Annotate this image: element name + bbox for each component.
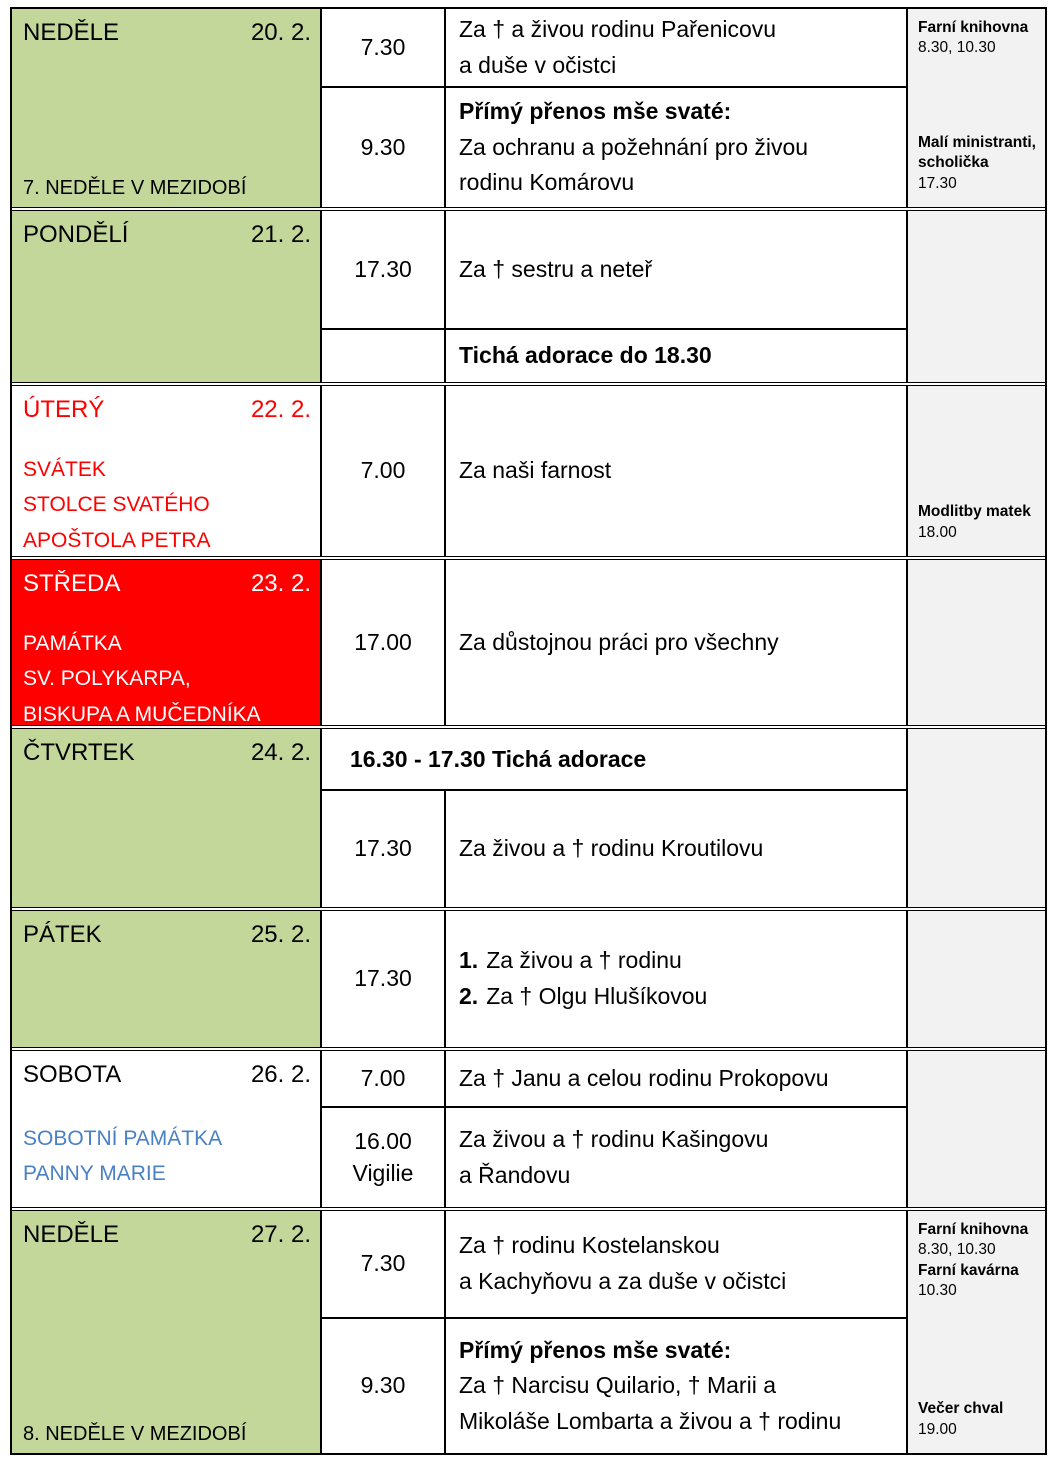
day-date: 23. 2. bbox=[250, 570, 311, 597]
day-date: 25. 2. bbox=[250, 921, 311, 948]
mass-list bbox=[320, 1211, 906, 1453]
mass-time: 9.30 bbox=[360, 133, 406, 160]
notes-cell bbox=[906, 911, 1045, 1047]
intention-line: a duše v očistci bbox=[459, 51, 617, 78]
feast-line: STOLCE SVATÉHO bbox=[23, 493, 210, 517]
adoration-label: 16.30 - 17.30 Tichá adorace bbox=[350, 745, 647, 772]
day-name: SOBOTA bbox=[23, 1061, 122, 1088]
mass-row bbox=[322, 86, 906, 207]
mass-time: 9.30 bbox=[360, 1372, 406, 1399]
day-row-thursday-24-2 bbox=[12, 725, 1045, 907]
mass-list bbox=[320, 729, 906, 907]
mass-intention bbox=[444, 1051, 906, 1106]
day-name: ČTVRTEK bbox=[23, 739, 135, 766]
mass-time: 7.30 bbox=[360, 1250, 406, 1277]
intention-line: Za naši farnost bbox=[459, 457, 612, 484]
mass-time-value: 16.00 bbox=[354, 1128, 412, 1155]
mass-time: 17.00 bbox=[354, 628, 412, 655]
day-name: STŘEDA bbox=[23, 570, 121, 597]
intention-line: Za † Narcisu Quilario, † Marii a bbox=[459, 1372, 776, 1399]
day-head bbox=[23, 920, 311, 950]
note-time: 19.00 bbox=[918, 1420, 957, 1438]
mass-list bbox=[320, 911, 906, 1047]
day-row-monday-21-2 bbox=[12, 207, 1045, 382]
note-title: Farní kavárna bbox=[918, 1261, 1019, 1279]
day-row-saturday-26-2 bbox=[12, 1047, 1045, 1207]
notes-cell bbox=[906, 211, 1045, 382]
day-row-sunday-20-2 bbox=[12, 9, 1045, 207]
intention-line bbox=[459, 943, 896, 979]
mass-intention bbox=[444, 560, 906, 725]
day-name: PÁTEK bbox=[23, 921, 102, 948]
day-head bbox=[23, 1220, 311, 1250]
day-date: 20. 2. bbox=[250, 19, 311, 46]
day-row-sunday-27-2 bbox=[12, 1207, 1045, 1453]
vigil-label: Vigilie bbox=[352, 1159, 414, 1186]
mass-list bbox=[320, 211, 906, 382]
note bbox=[918, 1399, 1039, 1440]
feast-label bbox=[23, 452, 311, 558]
day-row-wednesday-23-2 bbox=[12, 556, 1045, 725]
intention-line: Za živou a † rodinu Kroutilovu bbox=[459, 835, 764, 862]
intention-line: Za živou a † rodinu Kašingovu bbox=[459, 1125, 769, 1152]
notes-cell bbox=[906, 729, 1045, 907]
note-title: Farní knihovna bbox=[918, 19, 1029, 36]
intention-number: 1. bbox=[459, 947, 479, 974]
note-time: 17.30 bbox=[918, 174, 957, 192]
mass-intention bbox=[444, 9, 906, 86]
day-cell bbox=[12, 1051, 320, 1207]
feast-line: SVÁTEK bbox=[23, 458, 106, 481]
mass-time bbox=[322, 1108, 444, 1207]
day-row-tuesday-22-2 bbox=[12, 382, 1045, 556]
mass-time: 17.30 bbox=[354, 965, 412, 992]
liturgical-week-label: 7. NEDĚLE V MEZIDOBÍ bbox=[23, 177, 247, 199]
mass-list bbox=[320, 9, 906, 207]
note bbox=[918, 133, 1039, 194]
mass-intention bbox=[444, 386, 906, 556]
mass-row bbox=[322, 560, 906, 725]
mass-row bbox=[322, 789, 906, 907]
mass-time: 7.00 bbox=[360, 457, 406, 484]
day-date: 26. 2. bbox=[250, 1061, 311, 1088]
mass-list bbox=[320, 560, 906, 725]
intention-line: Mikoláše Lombarta a živou a † rodinu bbox=[459, 1407, 842, 1434]
notes-cell bbox=[906, 1051, 1045, 1207]
feast-line: BISKUPA A MUČEDNÍKA bbox=[23, 702, 261, 726]
mass-row bbox=[322, 1106, 906, 1207]
note-title: Farní knihovna bbox=[918, 1221, 1029, 1238]
mass-intention bbox=[444, 1319, 906, 1453]
live-broadcast-label: Přímý přenos mše svaté: bbox=[459, 1336, 732, 1363]
mass-intention bbox=[444, 1211, 906, 1317]
mass-row bbox=[322, 211, 906, 328]
day-cell bbox=[12, 211, 320, 382]
memorial-line: SOBOTNÍ PAMÁTKA bbox=[23, 1127, 223, 1150]
mass-intention bbox=[444, 88, 906, 207]
day-name: NEDĚLE bbox=[23, 19, 120, 46]
mass-row bbox=[322, 911, 906, 1047]
mass-time: 17.30 bbox=[354, 255, 412, 282]
day-head bbox=[23, 738, 311, 768]
day-date: 21. 2. bbox=[250, 221, 311, 248]
day-head bbox=[23, 220, 311, 250]
mass-row bbox=[322, 9, 906, 86]
intention-line: Za † a živou rodinu Pařenicovu bbox=[459, 15, 777, 42]
note bbox=[918, 502, 1039, 543]
day-date: 27. 2. bbox=[250, 1221, 311, 1248]
note-title: Malí ministranti, scholička bbox=[918, 133, 1036, 172]
intention-line: a Řandovu bbox=[459, 1161, 571, 1188]
intention-text: Za živou a † rodinu bbox=[486, 947, 682, 974]
intention-number: 2. bbox=[459, 983, 479, 1009]
intention-text: Za † Olgu Hlušíkovou bbox=[486, 983, 708, 1009]
mass-list bbox=[320, 1051, 906, 1207]
mass-row bbox=[322, 1317, 906, 1453]
notes-cell bbox=[906, 1211, 1045, 1453]
mass-time: 7.30 bbox=[360, 33, 406, 60]
notes-cell bbox=[906, 560, 1045, 725]
intention-line: a Kachyňovu a za duše v očistci bbox=[459, 1268, 787, 1294]
day-cell bbox=[12, 1211, 320, 1453]
day-head bbox=[23, 569, 311, 599]
feast-line: SV. POLYKARPA, bbox=[23, 667, 191, 691]
note-time: 18.00 bbox=[918, 523, 957, 541]
note-time: 8.30, 10.30 bbox=[918, 1241, 996, 1259]
intention-line: Za † rodinu Kostelanskou bbox=[459, 1232, 720, 1259]
mass-row bbox=[322, 386, 906, 556]
mass-intention bbox=[444, 791, 906, 907]
intention-line: rodinu Komárovu bbox=[459, 169, 635, 196]
adoration-note bbox=[444, 330, 906, 382]
notes-cell bbox=[906, 386, 1045, 556]
day-date: 22. 2. bbox=[250, 396, 311, 423]
day-name: PONDĚLÍ bbox=[23, 221, 129, 248]
mass-intention bbox=[444, 1108, 906, 1207]
adoration-label: Tichá adorace do 18.30 bbox=[459, 342, 712, 369]
adoration-row bbox=[322, 729, 906, 789]
note-title: Večer chval bbox=[918, 1400, 1004, 1418]
mass-time: 7.00 bbox=[360, 1064, 406, 1091]
intention-line: Za ochranu a požehnání pro živou bbox=[459, 133, 809, 160]
memorial-label bbox=[23, 1121, 311, 1192]
feast-label bbox=[23, 626, 311, 732]
mass-intention bbox=[444, 211, 906, 328]
intention-line: Za † Janu a celou rodinu Prokopovu bbox=[459, 1064, 829, 1091]
day-head bbox=[23, 1060, 311, 1090]
note-time: 10.30 bbox=[918, 1282, 957, 1300]
day-cell bbox=[12, 386, 320, 556]
feast-line: APOŠTOLA PETRA bbox=[23, 528, 211, 552]
notes-cell bbox=[906, 9, 1045, 207]
mass-intention bbox=[444, 911, 906, 1047]
day-name: ÚTERÝ bbox=[23, 396, 105, 423]
mass-time-empty bbox=[322, 330, 444, 382]
intention-line bbox=[459, 979, 896, 1015]
intention-line: Za † sestru a neteř bbox=[459, 255, 653, 282]
day-cell bbox=[12, 729, 320, 907]
day-date: 24. 2. bbox=[250, 739, 311, 766]
day-cell bbox=[12, 560, 320, 725]
day-name: NEDĚLE bbox=[23, 1221, 120, 1248]
live-broadcast-label: Přímý přenos mše svaté: bbox=[459, 98, 732, 125]
mass-time: 17.30 bbox=[354, 835, 412, 862]
mass-list bbox=[320, 386, 906, 556]
mass-schedule-table bbox=[10, 7, 1047, 1455]
mass-row bbox=[322, 1051, 906, 1106]
liturgical-week-label: 8. NEDĚLE V MEZIDOBÍ bbox=[23, 1423, 247, 1445]
day-cell bbox=[12, 911, 320, 1047]
memorial-line: PANNY MARIE bbox=[23, 1162, 166, 1186]
note bbox=[918, 18, 1039, 59]
day-head bbox=[23, 395, 311, 425]
note-title: Modlitby matek bbox=[918, 503, 1031, 521]
day-cell bbox=[12, 9, 320, 207]
feast-line: PAMÁTKA bbox=[23, 632, 122, 655]
day-head bbox=[23, 18, 311, 48]
mass-row bbox=[322, 1211, 906, 1317]
intention-line: Za důstojnou práci pro všechny bbox=[459, 628, 779, 655]
note bbox=[918, 1220, 1039, 1302]
day-row-friday-25-2 bbox=[12, 907, 1045, 1047]
adoration-row bbox=[322, 328, 906, 382]
note-time: 8.30, 10.30 bbox=[918, 39, 996, 57]
